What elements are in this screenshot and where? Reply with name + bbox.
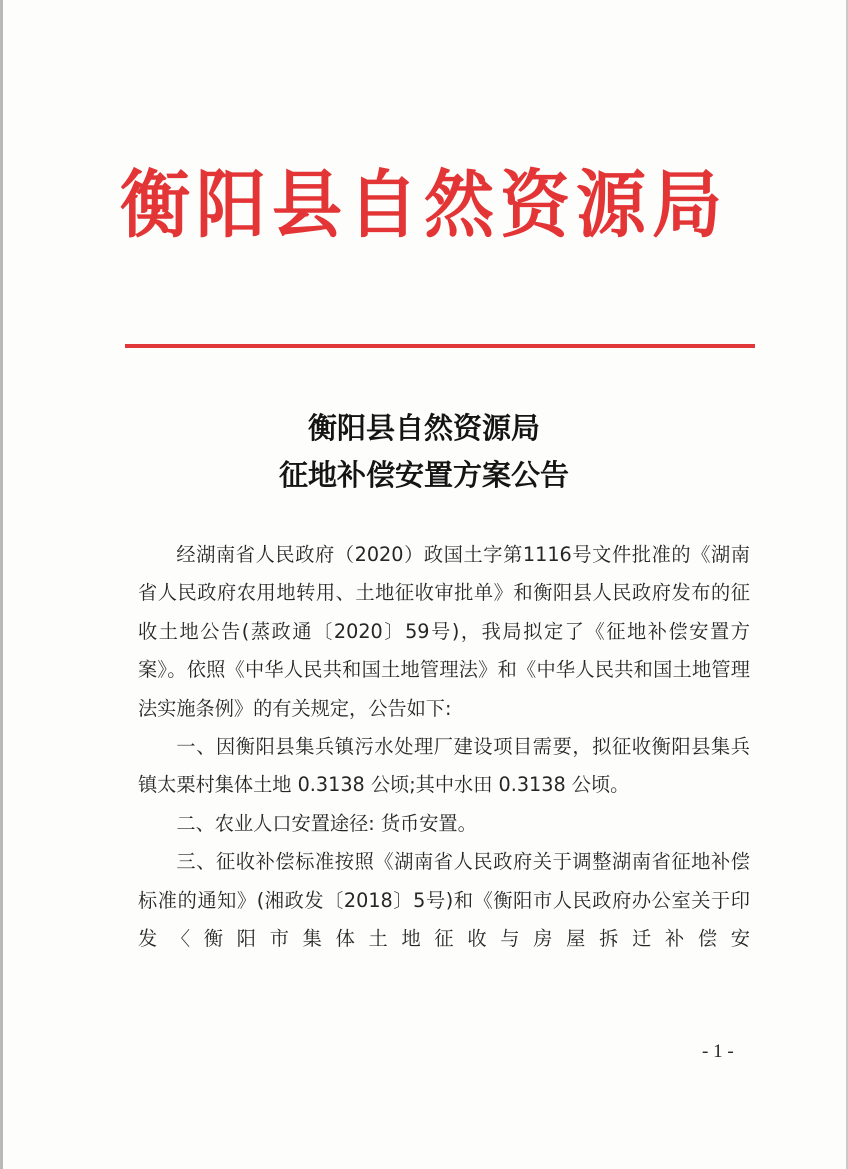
document-title-line1: 衡阳县自然资源局 (307, 411, 540, 445)
page-number: - 1 - (702, 1041, 734, 1062)
body-paragraph-item-1: 一、因衡阳县集兵镇污水处理厂建设项目需要，拟征收衡阳县集兵镇太栗村集体土地 0.3138 公顷;其中水田 0.3138 公顷。 (138, 735, 750, 797)
document-title-line2: 征地补偿安置方案公告 (278, 458, 569, 492)
masthead-red-rule (125, 344, 755, 348)
body-paragraph-item-2: 二、农业人口安置途径: 货币安置。 (176, 811, 477, 835)
masthead-org-name: 衡阳县自然资源局 (120, 160, 728, 249)
body-paragraph-item-3: 三、征收补偿标准按照《湖南省人民政府关于调整湖南省征地补偿标准的通知》(湘政发〔2018〕5号)和《衡阳市人民政府办公室关于印发〈衡阳市集体土地征收与房屋拆迁补偿安 (138, 850, 750, 951)
body-paragraph-intro: 经湖南省人民政府（2020）政国土字第1116号文件批准的《湖南省人民政府农用地转用、土地征收审批单》和衡阳县人民政府发布的征收土地公告(蒸政通〔2020〕59号)，我局拟定了《征地补偿安置方案》。依照《中华人民共和国土地管理法》和《中华人民共和国土地管理法实施条例》的有关规定，公告如下: (138, 543, 750, 720)
document-body (138, 536, 750, 958)
